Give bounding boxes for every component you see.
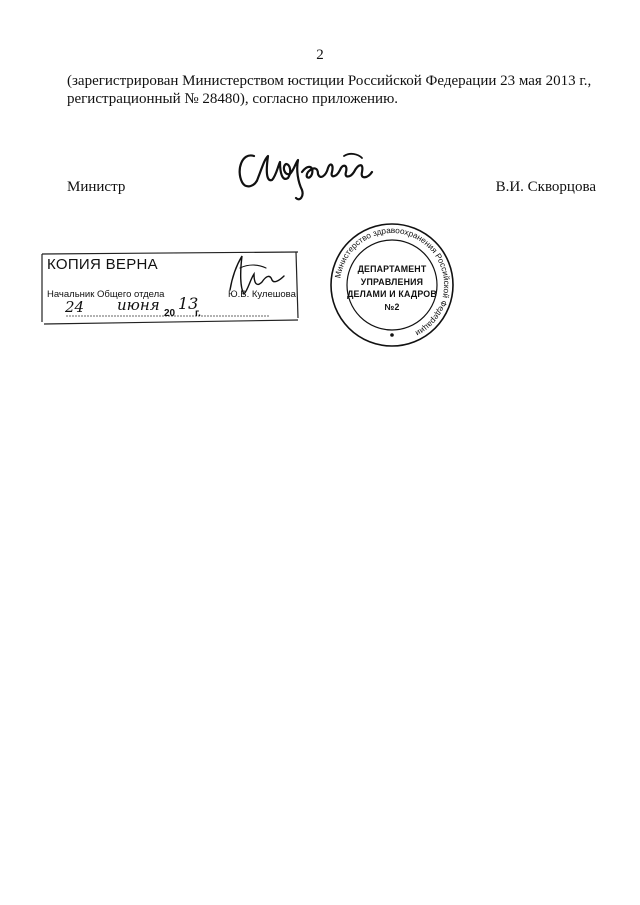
copy-stamp-name: Ю.В. Кулешова bbox=[228, 289, 296, 300]
body-text-line: (зарегистрирован Министерством юстиции Российской Федерации 23 мая 2013 г., bbox=[67, 73, 592, 89]
page-number: 2 bbox=[316, 47, 324, 63]
copy-stamp-date-year-suffix: 13 bbox=[178, 294, 199, 313]
seal-center-text bbox=[330, 263, 454, 313]
body-text-line: регистрационный № 28480), согласно приложению. bbox=[67, 91, 399, 107]
seal-center-line: ДЕЛАМИ И КАДРОВ bbox=[347, 289, 437, 299]
copy-stamp-position: Начальник Общего отдела bbox=[47, 289, 165, 300]
copy-stamp-title: КОПИЯ ВЕРНА bbox=[47, 256, 158, 273]
minister-signature bbox=[232, 142, 382, 204]
seal-ring-text: Министерство здравоохранения Российской Федерации bbox=[333, 225, 452, 338]
copy-stamp-date-g: г. bbox=[195, 308, 201, 319]
signatory-title: Министр bbox=[67, 179, 126, 195]
copy-stamp-date-day: 24 bbox=[65, 298, 85, 316]
copy-stamp-date-year-prefix: 20 bbox=[164, 308, 176, 319]
signatory-name: В.И. Скворцова bbox=[495, 179, 596, 195]
seal-center-line: №2 bbox=[384, 301, 400, 312]
seal-center-line: УПРАВЛЕНИЯ bbox=[360, 276, 424, 287]
seal-center-line: ДЕПАРТАМЕНТ bbox=[357, 264, 427, 274]
copy-stamp-date-month: июня bbox=[117, 296, 160, 314]
